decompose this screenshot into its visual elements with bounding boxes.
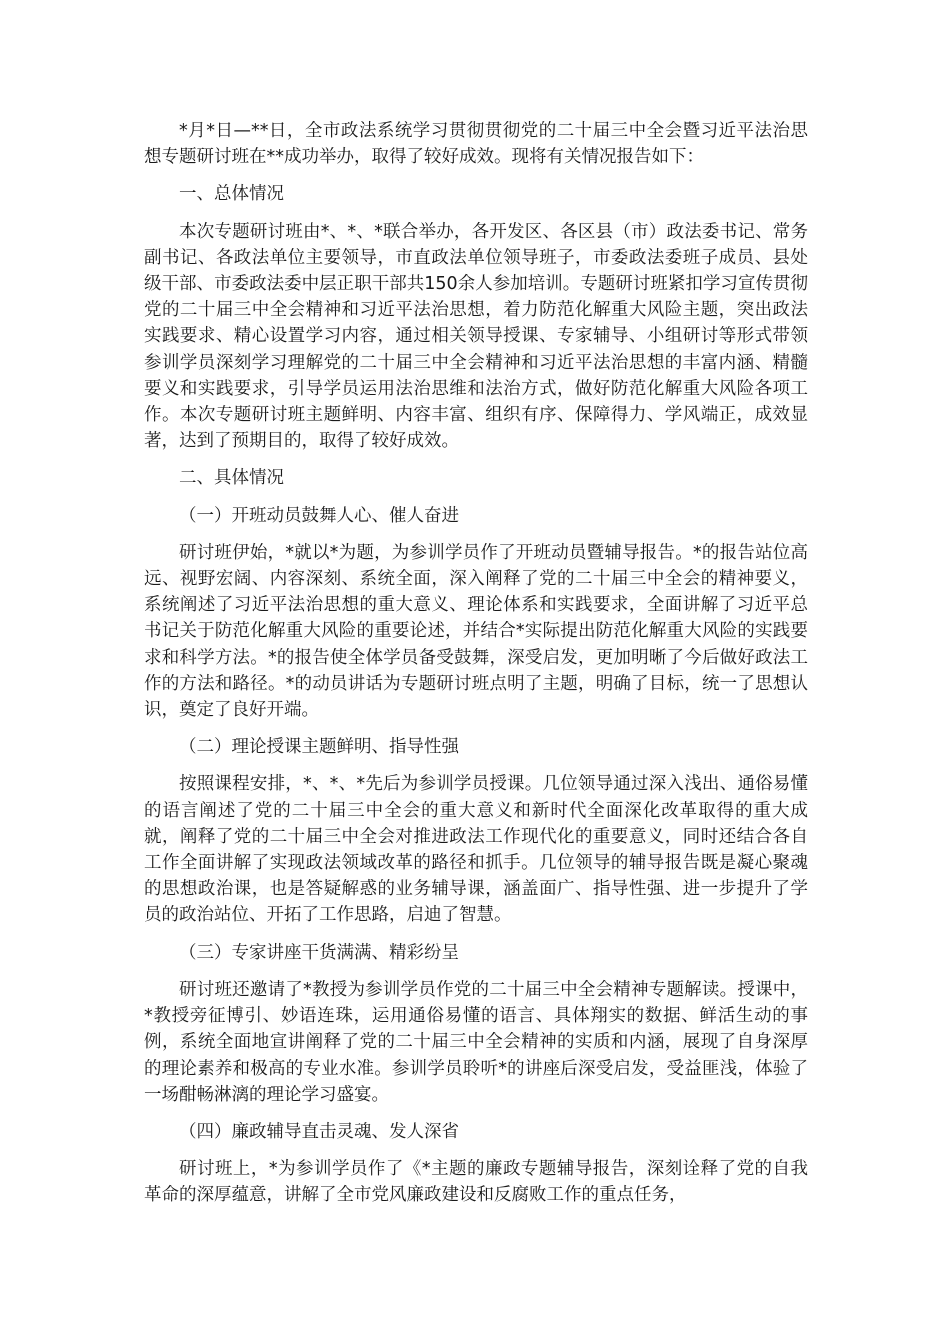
subsection1-title: （一）开班动员鼓舞人心、催人奋进 xyxy=(179,505,459,526)
subsection2-title: （二）理论授课主题鲜明、指导性强 xyxy=(179,737,459,758)
document-page xyxy=(144,118,808,1209)
subsection2-paragraph: 按照课程安排，*、*、*先后为参训学员授课。几位领导通过深入浅出、通俗易懂的语言阐述了党的二十届三中全会的重大意义和新时代全面深化改革取得的重大成就，阐释了党的二十届三中全会对推进政法工作现代化的重要意义，同时还结合各自工作全面讲解了实现政法领域改革的路径和抓手。几位领导的辅导报告既是凝心聚魂的思想政治课，也是答疑解惑的业务辅导课，涵盖面广、指导性强、进一步提升了学员的政治站位、开拓了工作思路，启迪了智慧。 xyxy=(144,774,808,926)
subsection4-title: （四）廉政辅导直击灵魂、发人深省 xyxy=(179,1121,459,1142)
subsection3-paragraph: 研讨班还邀请了*教授为参训学员作党的二十届三中全会精神专题解读。授课中，*教授旁征博引、妙语连珠，运用通俗易懂的语言、具体翔实的数据、鲜活生动的事例，系统全面地宣讲阐释了党的二十届三中全会精神的实质和内涵，展现了自身深厚的理论素养和极高的专业水准。参训学员聆听*的讲座后深受启发，受益匪浅，体验了一场酣畅淋漓的理论学习盛宴。 xyxy=(144,979,808,1105)
subsection4-paragraph: 研讨班上，*为参训学员作了《*主题的廉政专题辅导报告，深刻诠释了党的自我革命的深厚蕴意，讲解了全市党风廉政建设和反腐败工作的重点任务， xyxy=(144,1159,808,1206)
subsection3-title: （三）专家讲座干货满满、精彩纷呈 xyxy=(179,942,459,963)
section2-title: 二、具体情况 xyxy=(179,468,284,489)
intro-paragraph: *月*日—**日，全市政法系统学习贯彻贯彻党的二十届三中全会暨习近平法治思想专题研讨班在**成功举办，取得了较好成效。现将有关情况报告如下： xyxy=(144,121,808,168)
section1-paragraph: 本次专题研讨班由*、*、*联合举办，各开发区、各区县（市）政法委书记、常务副书记、各政法单位主要领导，市直政法单位领导班子，市委政法委班子成员、县处级干部、市委政法委中层正职干部共150余人参加培训。专题研讨班紧扣学习宣传贯彻党的二十届三中全会精神和习近平法治思想，着力防范化解重大风险主题，突出政法实践要求、精心设置学习内容，通过相关领导授课、专家辅导、小组研讨等形式带领参训学员深刻学习理解党的二十届三中全会精神和习近平法治思想的丰富内涵、精髓要义和实践要求，引导学员运用法治思维和法治方式，做好防范化解重大风险各项工作。本次专题研讨班主题鲜明、内容丰富、组织有序、保障得力、学风端正，成效显著，达到了预期目的，取得了较好成效。 xyxy=(144,221,808,452)
section1-title: 一、总体情况 xyxy=(179,184,284,205)
subsection1-paragraph: 研讨班伊始，*就以*为题，为参训学员作了开班动员暨辅导报告。*的报告站位高远、视野宏阔、内容深刻、系统全面，深入阐释了党的二十届三中全会的精神要义，系统阐述了习近平法治思想的重大意义、理论体系和实践要求，全面讲解了习近平总书记关于防范化解重大风险的重要论述，并结合*实际提出防范化解重大风险的实践要求和科学方法。*的报告使全体学员备受鼓舞，深受启发，更加明晰了今后做好政法工作的方法和路径。*的动员讲话为专题研讨班点明了主题，明确了目标，统一了思想认识，奠定了良好开端。 xyxy=(144,542,808,721)
